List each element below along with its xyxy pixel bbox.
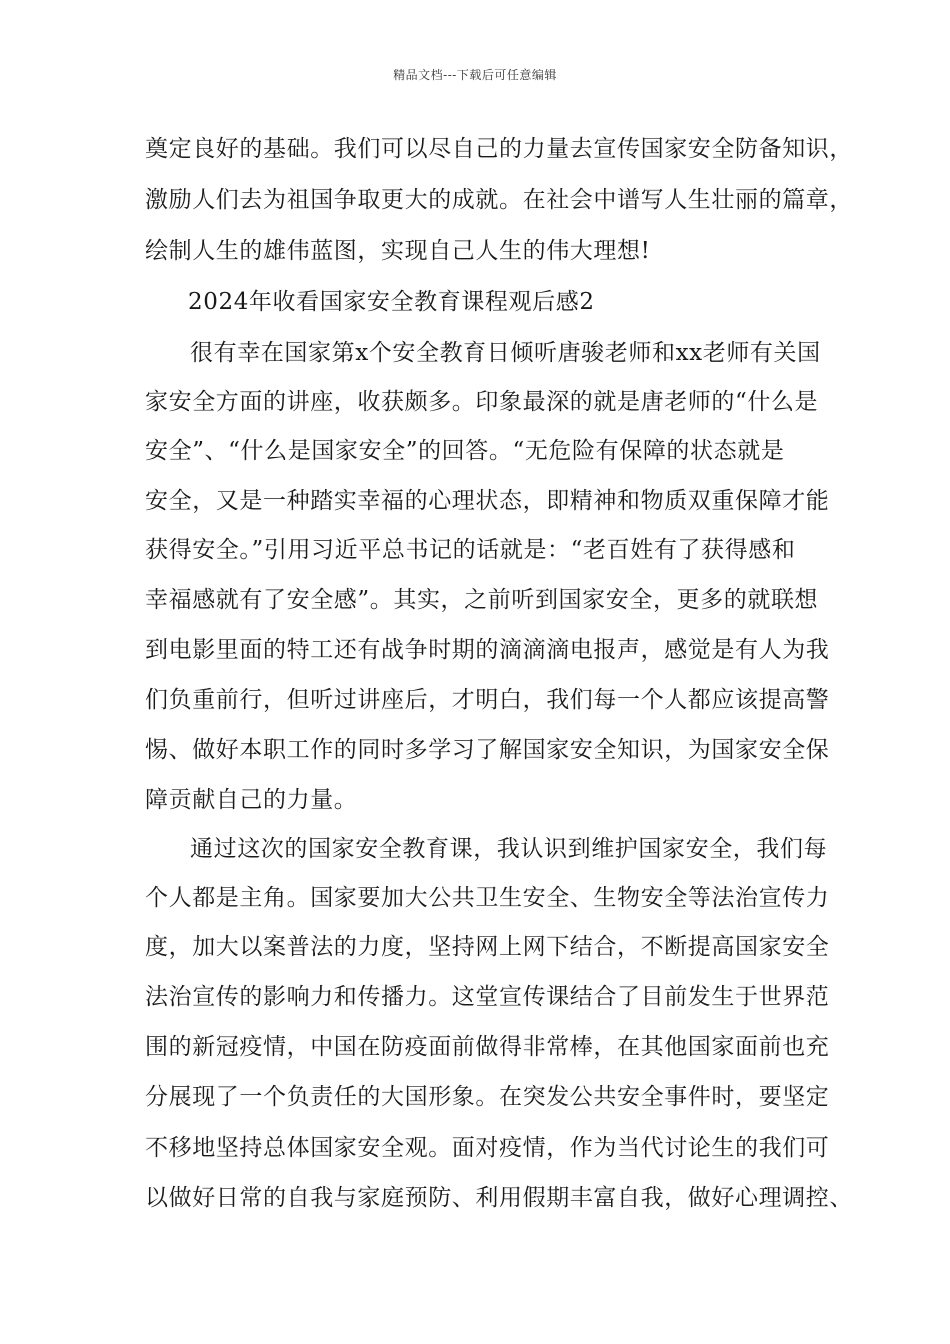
body-line: 以做好日常的自我与家庭预防、利用假期丰富自我，做好心理调控、 [145, 1185, 853, 1211]
body-line: 激励人们去为祖国争取更大的成就。在社会中谱写人生壮丽的篇章， [145, 187, 853, 213]
page-header: 精品文档---下载后可任意编辑 [393, 68, 557, 82]
body-line: 到电影里面的特工还有战争时期的滴滴滴电报声，感觉是有人为我 [145, 637, 830, 663]
body-line: 获得安全。”引用习近平总书记的话就是：“老百姓有了获得感和 [145, 537, 796, 563]
body-line: 个人都是主角。国家要加大公共卫生安全、生物安全等法治宣传力 [145, 885, 830, 911]
body-line: 幸福感就有了安全感”。其实，之前听到国家安全，更多的就联想 [145, 587, 819, 613]
body-line: 安全”、“什么是国家安全”的回答。“无危险有保障的状态就是 [145, 438, 785, 464]
body-line: 绘制人生的雄伟蓝图，实现自己人生的伟大理想! [145, 238, 651, 264]
body-line: 们负重前行，但听过讲座后，才明白，我们每一个人都应该提高警 [145, 687, 830, 713]
body-line: 度，加大以案普法的力度，坚持网上网下结合，不断提高国家安全 [145, 934, 830, 960]
section-heading: 2024年收看国家安全教育课程观后感2 [188, 289, 595, 315]
body-line: 很有幸在国家第x个安全教育日倾听唐骏老师和xx老师有关国 [190, 340, 821, 366]
body-line: 障贡献自己的力量。 [145, 787, 358, 813]
body-line: 分展现了一个负责任的大国形象。在突发公共安全事件时，要坚定 [145, 1084, 830, 1110]
body-line: 奠定良好的基础。我们可以尽自己的力量去宣传国家安全防备知识， [145, 136, 853, 162]
body-line: 通过这次的国家安全教育课，我认识到维护国家安全，我们每 [190, 836, 828, 862]
body-line: 安全，又是一种踏实幸福的心理状态，即精神和物质双重保障才能 [145, 488, 830, 514]
body-line: 不移地坚持总体国家安全观。面对疫情，作为当代讨论生的我们可 [145, 1135, 830, 1161]
body-line: 惕、做好本职工作的同时多学习了解国家安全知识，为国家安全保 [145, 737, 830, 763]
body-line: 家安全方面的讲座，收获颇多。印象最深的就是唐老师的“什么是 [145, 389, 819, 415]
body-line: 法治宣传的影响力和传播力。这堂宣传课结合了目前发生于世界范 [145, 984, 830, 1010]
body-line: 围的新冠疫情，中国在防疫面前做得非常棒，在其他国家面前也充 [145, 1034, 830, 1060]
